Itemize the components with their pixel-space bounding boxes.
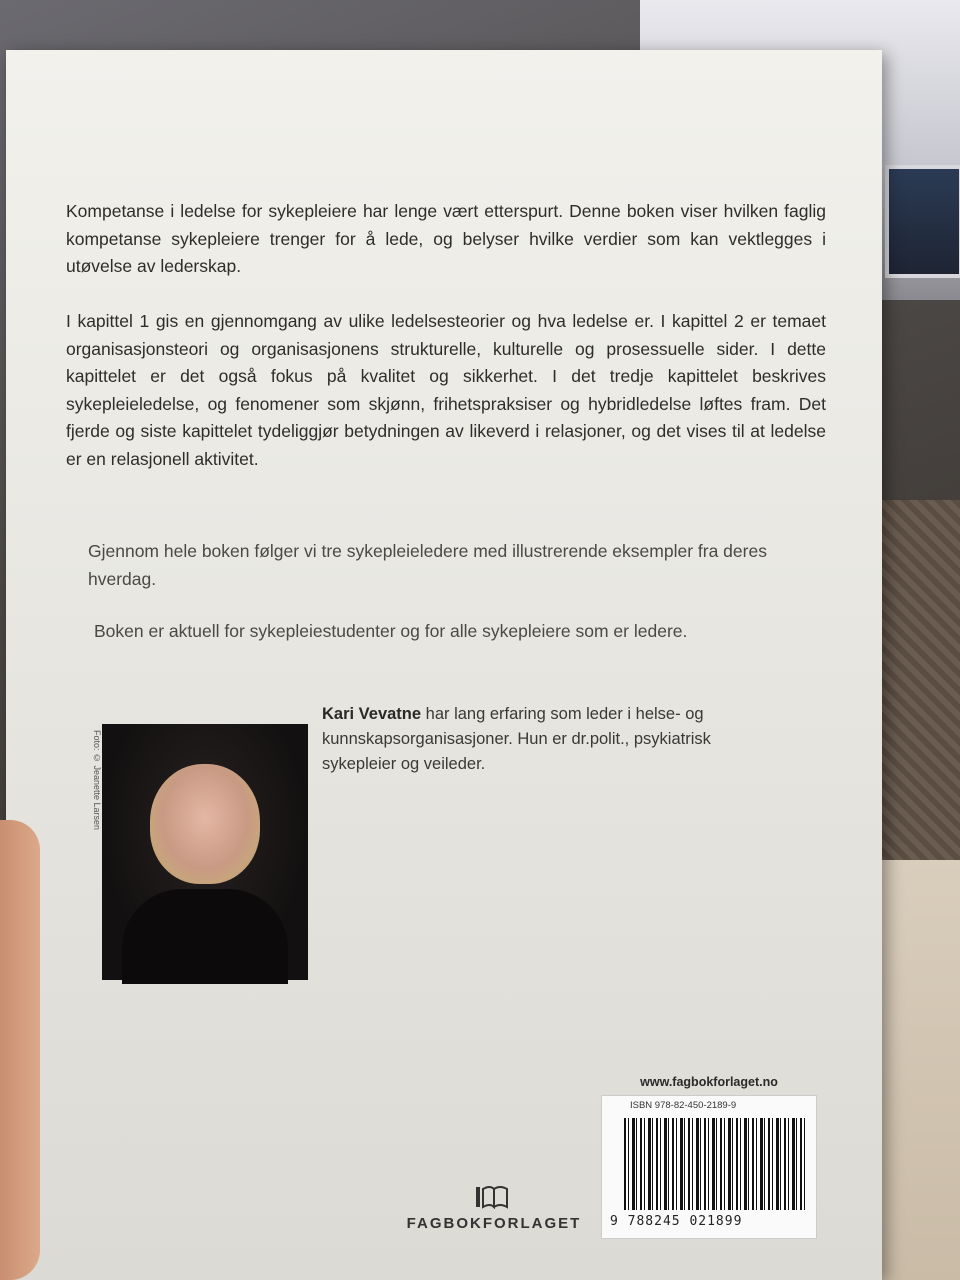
photo-credit: Foto: © Jeanette Larsen <box>92 730 102 831</box>
author-photo-face <box>150 764 260 884</box>
blurb-paragraph-2: I kapittel 1 gis en gjennomgang av ulike ledelsesteorier og hva ledelse er. I kapittel 2 er temaet organisasjonsteori og organisasjonens strukturelle, kulturelle og prosessuelle sider. I dette kapittelet er det også fokus på kvalitet og sikkerhet. I det tredje kapittelet beskrives sykepleieledelse, og fenomener som skjønn, frihetspraksiser og hybridledelse løftes fram. Det fjerde og siste kapittelet tydeliggjør betydningen av likeverd i relasjoner, og det vises til at ledelse er en relasjonell aktivitet. <box>66 311 826 469</box>
author-photo <box>102 724 308 980</box>
publisher-logo <box>404 1183 584 1232</box>
background-window-pane <box>885 165 960 278</box>
blurb-paragraph-3: Gjennom hele boken følger vi tre sykepleieledere med illustrerende eksempler fra deres hverdag. <box>88 541 767 589</box>
author-bio-text: har lang erfaring som leder i helse- og kunnskapsorganisasjoner. Hun er dr.polit., psykiatrisk sykepleier og veileder. <box>322 705 711 773</box>
holding-hand <box>0 820 40 1280</box>
author-name: Kari Vevatne <box>322 705 422 723</box>
blurb-paragraph-1: Kompetanse i ledelse for sykepleiere har lenge vært etterspurt. Denne boken viser hvilken faglig kompetanse sykepleiere trenger for å lede, og belyser hvilke verdier som kan vektlegges i utøvelse av lederskap. <box>66 201 826 276</box>
barcode-digits: 9 788245 021899 <box>610 1214 743 1229</box>
book-logo-icon <box>474 1183 514 1209</box>
blurb-paragraph-4: Boken er aktuell for sykepleiestudenter og for alle sykepleiere som er ledere. <box>94 621 688 641</box>
book-back-cover <box>6 50 882 1280</box>
barcode-box <box>601 1095 817 1239</box>
isbn-text: ISBN 978-82-450-2189-9 <box>630 1100 737 1111</box>
publisher-website: www.fagbokforlaget.no <box>640 1075 778 1089</box>
author-photo-shoulders <box>122 889 288 984</box>
author-bio <box>322 702 742 777</box>
barcode-icon <box>624 1118 806 1210</box>
publisher-name: FAGBOKFORLAGET <box>406 1215 582 1232</box>
